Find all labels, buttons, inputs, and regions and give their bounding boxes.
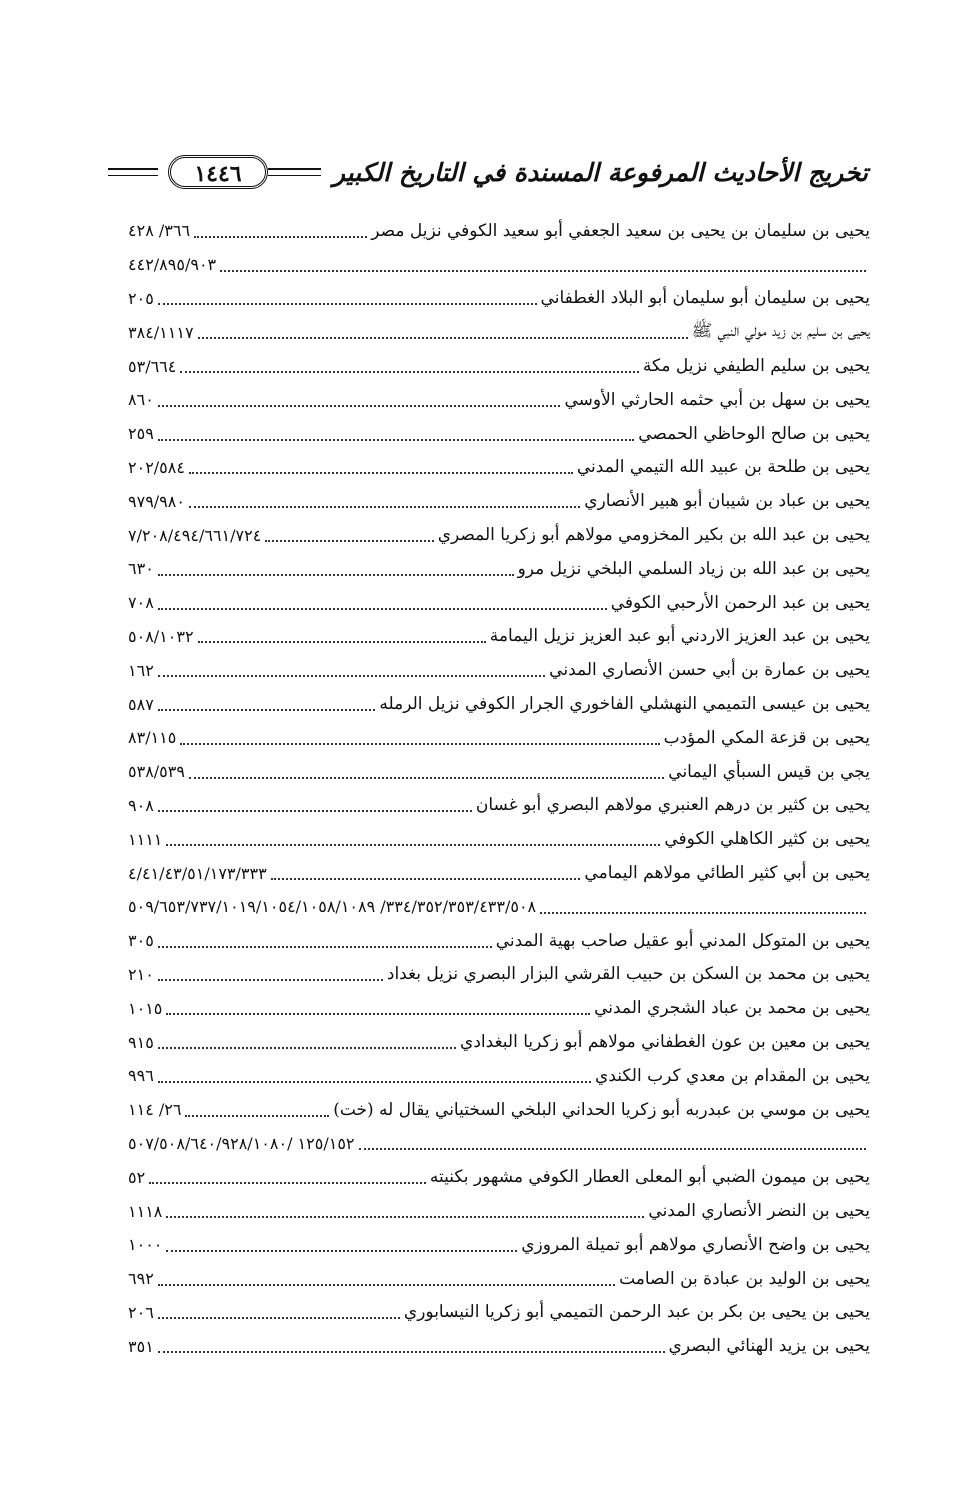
leader-dots xyxy=(158,439,634,441)
entry-name: يحيى بن عبد الله بن بكير المخزومي مولاهم أبو زكريا المصري xyxy=(437,525,870,546)
leader-dots xyxy=(158,1317,400,1319)
index-entry xyxy=(128,1228,870,1262)
entry-references: ٥٠٨/١٠٣٢ xyxy=(128,626,194,646)
index-entry xyxy=(128,248,870,282)
index-list xyxy=(128,214,870,1363)
index-entry xyxy=(128,349,870,383)
entry-references: ٣٠٥ xyxy=(128,931,154,951)
leader-dots xyxy=(158,574,514,576)
index-entry xyxy=(128,789,870,823)
leader-dots xyxy=(189,777,664,779)
leader-dots xyxy=(149,1182,426,1184)
page-header xyxy=(108,150,868,194)
index-entry xyxy=(128,653,870,687)
entry-references: ٥٣/٦٦٤ xyxy=(128,356,177,376)
entry-name: يحيى بن معين بن عون الغطفاني مولاهم أبو زكريا البغدادي xyxy=(460,1032,870,1053)
index-entry xyxy=(128,755,870,789)
index-entry xyxy=(128,383,870,417)
entry-references: ٨٣/١١٥ xyxy=(128,728,177,748)
leader-dots xyxy=(166,1216,644,1218)
entry-name: يحيى بن واضح الأنصاري مولاهم أبو تميلة المروزي xyxy=(521,1234,870,1255)
index-entry xyxy=(128,1329,870,1363)
entry-name: يحيى بن المقدام بن معدي كرب الكندي xyxy=(595,1065,870,1086)
leader-dots xyxy=(180,743,659,745)
index-entry xyxy=(128,687,870,721)
index-entry xyxy=(128,890,870,924)
leader-dots xyxy=(158,946,492,948)
index-entry xyxy=(128,822,870,856)
leader-dots xyxy=(271,878,581,880)
entry-name: يحيى بن ميمون الضبي أبو المعلى العطار الكوفي مشهور بكنيته xyxy=(429,1167,870,1188)
index-entry xyxy=(128,1296,870,1330)
leader-dots xyxy=(198,641,486,643)
leader-dots xyxy=(180,371,639,373)
leader-dots xyxy=(158,1284,615,1286)
entry-references: ١٠١٥ xyxy=(128,998,163,1018)
index-entry xyxy=(128,1059,870,1093)
entry-name: يحيى بن طلحة بن عبيد الله التيمي المدني xyxy=(576,457,870,478)
entry-references: ٣٣٤/٣٥٢/٣٥٣/٤٣٣/٥٠٨/ ٥٠٩/٦٥٣/٧٣٧/١٠١٩/١٠٥٤/١٠٥٨/١٠٨٩ xyxy=(128,897,537,917)
leader-dots xyxy=(158,1081,591,1083)
entry-name: يحيى بن عمارة بن أبي حسن الأنصاري المدني xyxy=(549,660,870,681)
leader-dots xyxy=(158,1351,665,1353)
leader-dots xyxy=(189,472,573,474)
leader-dots xyxy=(158,979,383,981)
header-rule-end xyxy=(108,168,158,176)
index-entry xyxy=(128,315,870,349)
entry-references: ٤٤٢/٨٩٥/٩٠٣ xyxy=(128,255,217,275)
leader-dots xyxy=(359,1148,867,1150)
leader-dots xyxy=(158,1047,456,1049)
entry-name: يحيى بن سليمان أبو سليمان أبو البلاد الغطفاني xyxy=(540,288,870,309)
leader-dots xyxy=(220,270,866,272)
entry-name: يحيى بن عباد بن شيبان أبو هبير الأنصاري xyxy=(584,491,870,512)
page-number: ١٤٤٦ xyxy=(168,155,268,189)
entry-name: يحيى بن عيسى التميمي النهشلي الفاخوري الجرار الكوفي نزيل الرمله xyxy=(379,694,870,715)
entry-name: يحيى بن يزيد الهنائي البصري xyxy=(668,1336,870,1357)
entry-name: يحيى بن سليمان بن يحيى بن سعيد الجعفي أبو سعيد الكوفي نزيل مصر xyxy=(371,220,870,241)
entry-references: ٣٨٤/١١١٧ xyxy=(128,322,194,342)
index-entry xyxy=(128,856,870,890)
entry-references: ١٦٢ xyxy=(128,660,154,680)
leader-dots xyxy=(185,1115,329,1117)
index-entry xyxy=(128,518,870,552)
leader-dots xyxy=(194,236,367,238)
leader-dots xyxy=(166,844,660,846)
index-entry xyxy=(128,451,870,485)
entry-name: يحيى بن سهل بن أبي حثمه الحارثي الأوسي xyxy=(564,389,870,410)
index-entry xyxy=(128,1262,870,1296)
entry-references: ٩٧٩/٩٨٠ xyxy=(128,491,185,511)
leader-dots xyxy=(166,1250,517,1252)
index-entry xyxy=(128,282,870,316)
entry-references: ١١١١ xyxy=(128,829,163,849)
entry-references: ٤/٤١/٤٣/٥١/١٧٣/٣٣٣ xyxy=(128,863,267,883)
index-entry xyxy=(128,1127,870,1161)
index-entry xyxy=(128,991,870,1025)
index-entry xyxy=(128,721,870,755)
index-entry xyxy=(128,552,870,586)
index-entry xyxy=(128,1093,870,1127)
entry-references: ٦٣٠ xyxy=(128,559,154,579)
entry-name: يحيى بن أبي كثير الطائي مولاهم اليمامي xyxy=(584,863,870,884)
entry-name: يحيى بن كثير الكاهلي الكوفي xyxy=(664,829,870,850)
index-entry xyxy=(128,620,870,654)
entry-name: يحيى بن محمد بن عباد الشجري المدني xyxy=(594,998,870,1019)
leader-dots xyxy=(158,608,607,610)
entry-name: يحيى بن عبد الرحمن الأرحبي الكوفي xyxy=(610,592,870,613)
entry-name: يحيى بن سليم بن زيد مولي النبي ﷺ xyxy=(691,320,870,341)
index-entry xyxy=(128,924,870,958)
entry-references: ٧/٢٠٨/٤٩٤/٦٦١/٧٢٤ xyxy=(128,525,262,545)
running-title: تخريج الأحاديث المرفوعة المسندة في التاريخ الكبير xyxy=(332,157,868,187)
entry-name: يحيى بن عبد العزيز الاردني أبو عبد العزيز نزيل اليمامة xyxy=(489,626,870,647)
leader-dots xyxy=(189,506,580,508)
header-rule xyxy=(268,168,321,176)
leader-dots xyxy=(158,810,472,812)
entry-name: يحيى بن الوليد بن عبادة بن الصامت xyxy=(619,1268,870,1289)
entry-name: يحيى بن يحيى بن بكر بن عبد الرحمن التميمي أبو زكريا النيسابوري xyxy=(403,1302,870,1323)
leader-dots xyxy=(158,303,537,305)
index-entry xyxy=(128,586,870,620)
leader-dots xyxy=(540,912,866,914)
entry-name: يحيى بن كثير بن درهم العنبري مولاهم البصري أبو غسان xyxy=(475,795,870,816)
entry-name: يجي بن قيس السبأي اليماني xyxy=(668,761,870,782)
entry-references: ١٠٠٠ xyxy=(128,1235,163,1255)
index-entry xyxy=(128,958,870,992)
entry-name: يحيى بن محمد بن السكن بن حبيب القرشي البزار البصري نزيل بغداد xyxy=(386,964,870,985)
entry-references: ٢٠٦ xyxy=(128,1302,154,1322)
leader-dots xyxy=(166,1013,590,1015)
entry-references: ٩٠٨ xyxy=(128,795,154,815)
entry-references: ٢٥٩ xyxy=(128,424,154,444)
entry-references: ٢١٠ xyxy=(128,964,154,984)
index-entry xyxy=(128,1025,870,1059)
entry-references: ١١١٨ xyxy=(128,1201,163,1221)
leader-dots xyxy=(198,337,688,339)
entry-references: ٦٩٢ xyxy=(128,1269,154,1289)
index-entry xyxy=(128,1160,870,1194)
entry-references: ٢٠٥ xyxy=(128,288,154,308)
entry-references: ١٢٥/١٥٢ /٥٠٧/٥٠٨/٦٤٠/٩٢٨/١٠٨٠ xyxy=(128,1133,355,1153)
entry-name: يحيى بن عبد الله بن زياد السلمي البلخي نزيل مرو xyxy=(517,558,870,579)
entry-references: ٩١٥ xyxy=(128,1032,154,1052)
entry-references: ٣٥١ xyxy=(128,1336,154,1356)
entry-references: ٥٨٧ xyxy=(128,694,154,714)
entry-name: يحيى بن صالح الوحاظي الحمصي xyxy=(638,423,870,444)
entry-references: ٩٩٦ xyxy=(128,1066,154,1086)
entry-references: ٢٦/ ١١٤ xyxy=(128,1100,182,1120)
entry-name: يحيى بن قزعة المكي المؤدب xyxy=(663,727,870,748)
entry-references: ٨٦٠ xyxy=(128,390,154,410)
index-entry xyxy=(128,214,870,248)
leader-dots xyxy=(158,709,376,711)
entry-name: يحيى بن المتوكل المدني أبو عقيل صاحب بهية المدني xyxy=(495,930,870,951)
leader-dots xyxy=(158,675,545,677)
entry-references: ٥٢ xyxy=(128,1167,146,1187)
index-entry xyxy=(128,417,870,451)
entry-references: ٢٠٢/٥٨٤ xyxy=(128,457,185,477)
entry-name: يحيى بن النضر الأنصاري المدني xyxy=(648,1201,870,1221)
index-entry xyxy=(128,484,870,518)
entry-references: ٣٦٦/ ٤٢٨ xyxy=(128,221,191,241)
index-entry xyxy=(128,1194,870,1228)
entry-references: ٧٠٨ xyxy=(128,593,154,613)
entry-name: يحيى بن سليم الطيفي نزيل مكة xyxy=(642,356,870,377)
leader-dots xyxy=(265,540,433,542)
entry-references: ٥٣٨/٥٣٩ xyxy=(128,762,185,782)
entry-name: يحيى بن موسي بن عبدربه أبو زكريا الحداني البلخي السختياني يقال له (خت) xyxy=(333,1099,870,1120)
leader-dots xyxy=(158,405,561,407)
